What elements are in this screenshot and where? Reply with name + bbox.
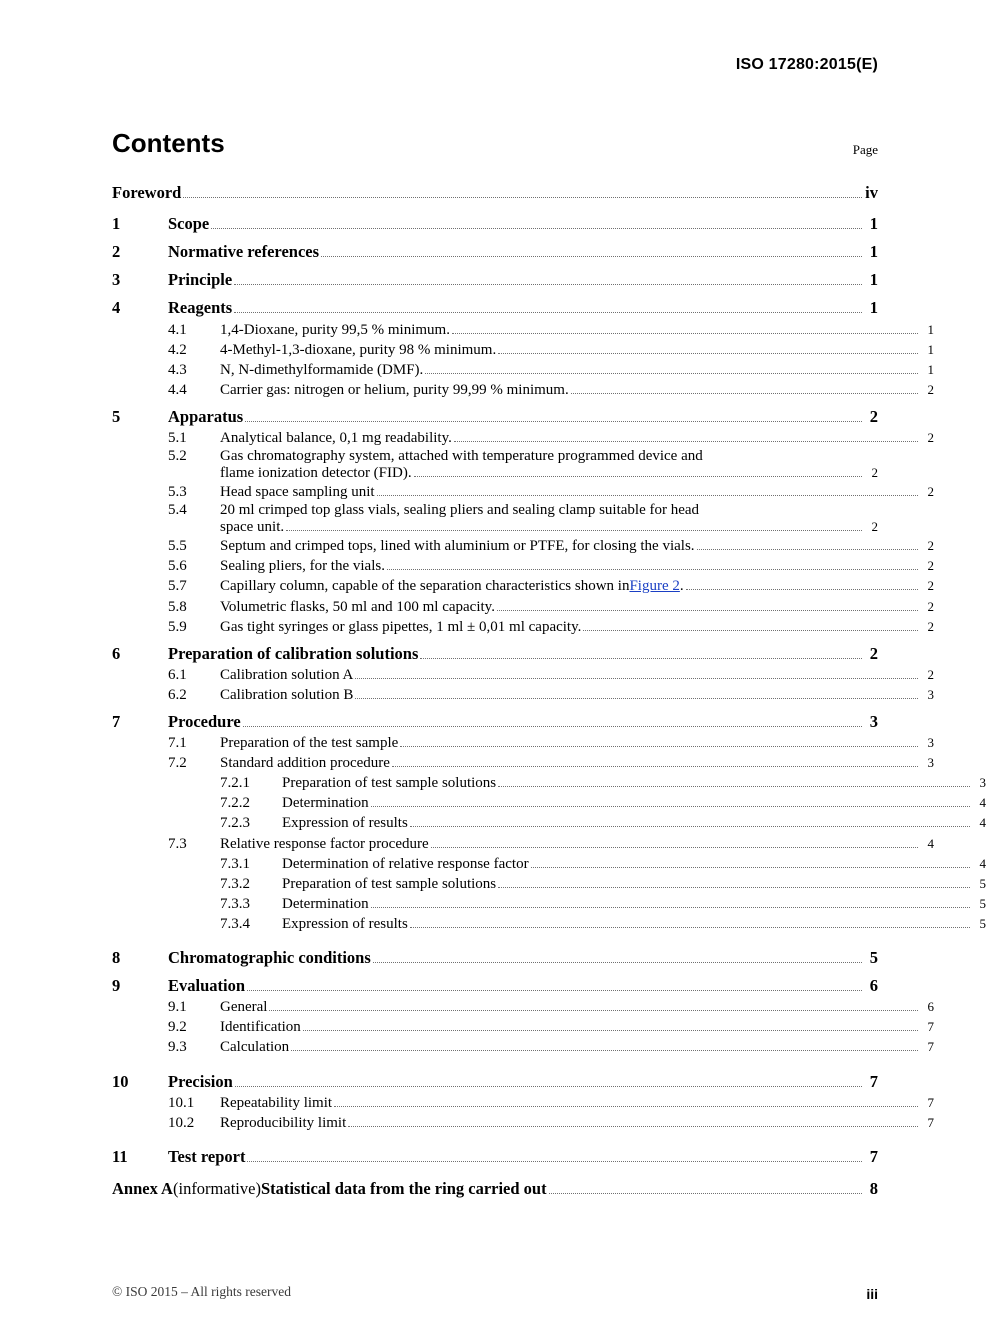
toc-entry-page: 5 xyxy=(979,915,986,931)
toc-entry-clause-5-2[interactable] xyxy=(112,448,878,482)
toc-entry-clause-6-1[interactable] xyxy=(112,665,934,685)
toc-entry-label: Preparation of test sample solutions xyxy=(282,775,497,792)
toc-entry-label: Analytical balance, 0,1 mg readability. xyxy=(220,430,452,447)
toc-entry-label: 1,4-Dioxane, purity 99,5 % minimum. xyxy=(220,321,450,338)
dot-leader xyxy=(348,1125,918,1127)
toc-entry-page: 2 xyxy=(927,618,934,634)
toc-entry-number: 9.1 xyxy=(168,999,187,1016)
toc-entry-number: 7.3 xyxy=(168,835,187,852)
toc-entry-number: 7 xyxy=(112,711,121,731)
toc-entry-clause-9-2[interactable] xyxy=(112,1017,934,1037)
spacer xyxy=(112,934,878,941)
toc-entry-number: 3 xyxy=(112,270,121,290)
dot-leader xyxy=(334,1105,918,1107)
toc-entry-page: 7 xyxy=(927,1094,934,1110)
dot-leader xyxy=(234,311,862,313)
toc-entry-clause-7-3[interactable] xyxy=(112,834,934,854)
toc-entry-page: 4 xyxy=(927,835,934,851)
dot-leader xyxy=(571,392,918,394)
toc-entry-label: General xyxy=(220,999,268,1016)
toc-entry-label: Identification xyxy=(220,1019,301,1036)
toc-entry-label-continued: space unit. xyxy=(220,519,285,536)
toc-entry-clause-7-3-4[interactable] xyxy=(112,914,986,934)
dot-leader xyxy=(531,866,970,868)
toc-entry-number: 6.2 xyxy=(168,686,187,703)
standard-reference-header: ISO 17280:2015(E) xyxy=(735,56,878,73)
dot-leader xyxy=(410,825,970,827)
toc-entry-page: 1 xyxy=(869,270,878,290)
toc-entry-number: 9 xyxy=(112,976,121,996)
toc-entry-page: 2 xyxy=(869,643,878,663)
toc-entry-page: 5 xyxy=(869,948,878,968)
toc-entry-page: 2 xyxy=(927,484,934,500)
toc-entry-clause-7-2-1[interactable] xyxy=(112,773,986,793)
toc-entry-label: Sealing pliers, for the vials. xyxy=(220,558,385,575)
toc-entry-number: 5.3 xyxy=(168,484,187,501)
toc-entry-clause-4-4[interactable] xyxy=(112,380,934,400)
toc-entry-label: Capillary column, capable of the separation characteristics shown in xyxy=(220,578,630,595)
toc-entry-label: Chromatographic conditions xyxy=(168,948,371,968)
toc-entry-number: 7.3.3 xyxy=(220,895,250,912)
toc-entry-label: Preparation of test sample solutions xyxy=(282,875,497,892)
toc-entry-number: 5.2 xyxy=(168,448,187,465)
toc-entry-number: 5.9 xyxy=(168,618,187,635)
figure-2-link[interactable]: Figure 2 xyxy=(629,578,680,595)
toc-entry-number: 10 xyxy=(112,1071,129,1091)
toc-entry-label: Foreword xyxy=(112,183,182,202)
toc-entry-number: 10.1 xyxy=(168,1094,195,1111)
toc-entry-number: 7.2.3 xyxy=(220,815,250,832)
toc-entry-page: 6 xyxy=(927,999,934,1015)
toc-entry-clause-10[interactable] xyxy=(112,1071,878,1093)
dot-leader xyxy=(291,1049,918,1051)
toc-entry-label: Precision xyxy=(168,1071,233,1091)
toc-entry-number: 8 xyxy=(112,948,121,968)
toc-entry-label: Determination xyxy=(282,895,369,912)
toc-entry-label: Volumetric flasks, 50 ml and 100 ml capacity. xyxy=(220,598,495,615)
toc-entry-page: 2 xyxy=(871,519,878,535)
toc-entry-page: 4 xyxy=(979,855,986,871)
toc-entry-clause-7-2[interactable] xyxy=(112,753,934,773)
toc-entry-number: 9.3 xyxy=(168,1039,187,1056)
dot-leader xyxy=(247,1160,862,1162)
toc-entry-page: 1 xyxy=(927,361,934,377)
dot-leader xyxy=(234,283,862,285)
toc-entry-label: Repeatability limit xyxy=(220,1094,333,1111)
toc-entry-label: Calibration solution A xyxy=(220,666,354,683)
dot-leader xyxy=(211,227,862,229)
dot-leader xyxy=(549,1192,862,1194)
toc-entry-label: N, N-dimethylformamide (DMF). xyxy=(220,361,424,378)
toc-entry-page: 1 xyxy=(869,214,878,234)
toc-entry-page: 7 xyxy=(927,1039,934,1055)
toc-entry-label: Scope xyxy=(168,214,210,234)
toc-entry-label: Carrier gas: nitrogen or helium, purity 99,99 % minimum. xyxy=(220,381,569,398)
page-column-label: Page xyxy=(852,142,878,157)
dot-leader xyxy=(392,765,918,767)
dot-leader xyxy=(425,372,918,374)
toc-entry-clause-5-1[interactable] xyxy=(112,428,934,448)
toc-entry-number: 4.4 xyxy=(168,381,187,398)
dot-leader xyxy=(400,745,918,747)
toc-entry-page: 2 xyxy=(927,538,934,554)
toc-entry-page: 3 xyxy=(979,775,986,791)
toc-entry-page: 3 xyxy=(927,755,934,771)
annex-qualifier: (informative) xyxy=(172,1178,261,1198)
toc-entry-clause-5-5[interactable] xyxy=(112,536,934,556)
toc-entry-number: 4.2 xyxy=(168,341,187,358)
toc-entry-label: Normative references xyxy=(168,242,320,262)
toc-entry-clause-7-3-2[interactable] xyxy=(112,874,986,894)
toc-entry-clause-10-2[interactable] xyxy=(112,1113,934,1133)
dot-leader xyxy=(286,529,862,531)
toc-entry-page: 2 xyxy=(927,666,934,682)
toc-entry-page: 1 xyxy=(927,321,934,337)
toc-entry-label: Relative response factor procedure xyxy=(220,835,429,852)
toc-entry-label: Preparation of calibration solutions xyxy=(168,643,419,663)
toc-entry-clause-5-7[interactable] xyxy=(112,576,934,596)
toc-entry-label: Determination of relative response factor xyxy=(282,855,529,872)
dot-leader xyxy=(686,588,918,590)
toc-entry-label: Evaluation xyxy=(168,976,246,996)
toc-entry-number: 5 xyxy=(112,406,121,426)
toc-entry-page: 1 xyxy=(869,298,878,318)
annex-label: Annex A xyxy=(112,1178,173,1198)
dot-leader xyxy=(498,785,970,787)
toc-entry-number: 7.3.4 xyxy=(220,915,250,932)
toc-entry-number: 1 xyxy=(112,214,121,234)
toc-entry-number: 5.5 xyxy=(168,538,187,555)
spacer xyxy=(112,1058,878,1065)
toc-entry-number: 9.2 xyxy=(168,1019,187,1036)
toc-entry-page: 8 xyxy=(869,1178,878,1198)
toc-entry-clause-6-2[interactable] xyxy=(112,685,934,705)
toc-entry-clause-8[interactable] xyxy=(112,947,878,969)
toc-entry-number: 2 xyxy=(112,242,121,262)
toc-entry-clause-5-8[interactable] xyxy=(112,597,934,617)
toc-entry-number: 4 xyxy=(112,298,121,318)
toc-entry-clause-5-4[interactable] xyxy=(112,502,878,536)
toc-entry-clause-4-2[interactable] xyxy=(112,340,934,360)
dot-leader xyxy=(245,420,862,422)
dot-leader xyxy=(454,440,918,442)
toc-entry-page: 2 xyxy=(927,381,934,397)
toc-entry-label: Head space sampling unit xyxy=(220,484,375,501)
toc-entry-page: 4 xyxy=(979,795,986,811)
toc-entry-label-suffix: . xyxy=(679,578,684,595)
dot-leader xyxy=(355,677,918,679)
toc-entry-clause-4[interactable] xyxy=(112,297,878,319)
toc-entry-page: 1 xyxy=(927,341,934,357)
toc-entry-clause-5-9[interactable] xyxy=(112,617,934,637)
toc-entry-label: Determination xyxy=(282,795,369,812)
toc-entry-label: Standard addition procedure xyxy=(220,755,390,772)
toc-entry-number: 4.1 xyxy=(168,321,187,338)
toc-entry-clause-5[interactable] xyxy=(112,406,878,428)
toc-entry-number: 7.3.1 xyxy=(220,855,250,872)
toc-entry-page: 5 xyxy=(979,895,986,911)
toc-entry-number: 7.3.2 xyxy=(220,875,250,892)
toc-entry-page: 7 xyxy=(927,1114,934,1130)
toc-entry-page: 7 xyxy=(869,1071,878,1091)
table-of-contents xyxy=(112,182,986,1209)
dot-leader xyxy=(247,989,862,991)
toc-entry-label: Gas chromatography system, attached with temperature programmed device and xyxy=(220,448,703,465)
spacer xyxy=(112,1133,878,1140)
toc-entry-label: Principle xyxy=(168,270,233,290)
toc-entry-label: 4-Methyl-1,3-dioxane, purity 98 % minimum. xyxy=(220,341,497,358)
toc-entry-number: 11 xyxy=(112,1146,128,1166)
toc-entry-label: Reproducibility limit xyxy=(220,1114,347,1131)
dot-leader xyxy=(498,886,970,888)
dot-leader xyxy=(269,1009,918,1011)
dot-leader xyxy=(697,548,918,550)
toc-entry-page: 7 xyxy=(869,1146,878,1166)
toc-entry-page: 2 xyxy=(927,430,934,446)
dot-leader xyxy=(377,494,918,496)
toc-entry-clause-7-3-3[interactable] xyxy=(112,894,986,914)
dot-leader xyxy=(371,805,970,807)
toc-entry-label: Calculation xyxy=(220,1039,290,1056)
dot-leader xyxy=(371,906,970,908)
toc-entry-number: 6 xyxy=(112,643,121,663)
toc-entry-page: 7 xyxy=(927,1019,934,1035)
toc-entry-number: 7.2.1 xyxy=(220,775,250,792)
toc-entry-number: 4.3 xyxy=(168,361,187,378)
dot-leader xyxy=(243,725,862,727)
toc-entry-clause-7[interactable] xyxy=(112,711,878,733)
toc-entry-label: Calibration solution B xyxy=(220,686,354,703)
toc-entry-label: Gas tight syringes or glass pipettes, 1 ml ± 0,01 ml capacity. xyxy=(220,618,582,635)
toc-entry-annex-a[interactable] xyxy=(112,1178,878,1200)
toc-entry-page: 1 xyxy=(869,242,878,262)
toc-entry-clause-7-3-1[interactable] xyxy=(112,854,986,874)
toc-entry-label: Reagents xyxy=(168,298,233,318)
page-title: Contents xyxy=(112,128,225,158)
toc-entry-clause-3[interactable] xyxy=(112,269,878,291)
toc-entry-label-continued: flame ionization detector (FID). xyxy=(220,465,412,482)
toc-entry-clause-7-2-2[interactable] xyxy=(112,793,986,813)
toc-entry-page: 2 xyxy=(869,406,878,426)
copyright-footer: © ISO 2015 – All rights reserved xyxy=(112,1284,291,1299)
toc-entry-label: Apparatus xyxy=(168,406,244,426)
dot-leader xyxy=(414,475,862,477)
toc-entry-number: 5.6 xyxy=(168,558,187,575)
toc-entry-clause-5-3[interactable] xyxy=(112,482,934,502)
dot-leader xyxy=(183,196,862,198)
toc-entry-clause-1[interactable] xyxy=(112,213,878,235)
toc-entry-clause-9-1[interactable] xyxy=(112,997,934,1017)
toc-entry-page: 3 xyxy=(869,711,878,731)
toc-entry-clause-9-3[interactable] xyxy=(112,1037,934,1057)
toc-entry-clause-4-1[interactable] xyxy=(112,320,934,340)
dot-leader xyxy=(303,1029,918,1031)
dot-leader xyxy=(452,332,918,334)
toc-entry-number: 5.8 xyxy=(168,598,187,615)
toc-entry-clause-10-1[interactable] xyxy=(112,1093,934,1113)
toc-entry-number: 7.2 xyxy=(168,755,187,772)
toc-entry-clause-2[interactable] xyxy=(112,241,878,263)
dot-leader xyxy=(373,961,862,963)
dot-leader xyxy=(497,609,918,611)
toc-entry-foreword[interactable] xyxy=(112,182,878,204)
toc-entry-number: 7.1 xyxy=(168,735,187,752)
dot-leader xyxy=(410,926,970,928)
toc-entry-page: 2 xyxy=(927,578,934,594)
toc-entry-page: 6 xyxy=(869,976,878,996)
toc-entry-number: 5.4 xyxy=(168,502,187,519)
toc-entry-label: Expression of results xyxy=(282,915,408,932)
toc-entry-number: 10.2 xyxy=(168,1114,195,1131)
toc-entry-clause-11[interactable] xyxy=(112,1146,878,1168)
toc-entry-page: 3 xyxy=(927,686,934,702)
toc-entry-clause-7-1[interactable] xyxy=(112,733,934,753)
toc-entry-page: 3 xyxy=(927,735,934,751)
toc-entry-page: 2 xyxy=(871,465,878,481)
dot-leader xyxy=(235,1085,862,1087)
dot-leader xyxy=(420,657,862,659)
toc-entry-clause-6[interactable] xyxy=(112,643,878,665)
toc-entry-clause-5-6[interactable] xyxy=(112,556,934,576)
toc-entry-label: Preparation of the test sample xyxy=(220,735,399,752)
toc-entry-page: 5 xyxy=(979,875,986,891)
toc-entry-label: 20 ml crimped top glass vials, sealing pliers and sealing clamp suitable for head xyxy=(220,502,700,519)
toc-entry-number: 5.7 xyxy=(168,578,187,595)
toc-entry-label: Septum and crimped tops, lined with aluminium or PTFE, for closing the vials. xyxy=(220,538,695,555)
toc-entry-label: Expression of results xyxy=(282,815,408,832)
dot-leader xyxy=(387,568,918,570)
toc-entry-label: Test report xyxy=(168,1146,246,1166)
toc-entry-number: 6.1 xyxy=(168,666,187,683)
annex-title: Statistical data from the ring carried out xyxy=(260,1178,547,1198)
dot-leader xyxy=(355,697,918,699)
toc-entry-page: 2 xyxy=(927,598,934,614)
toc-entry-clause-4-3[interactable] xyxy=(112,360,934,380)
toc-entry-page: 4 xyxy=(979,815,986,831)
toc-entry-clause-9[interactable] xyxy=(112,975,878,997)
toc-entry-label: Procedure xyxy=(168,711,241,731)
toc-entry-number: 7.2.2 xyxy=(220,795,250,812)
dot-leader xyxy=(498,352,918,354)
dot-leader xyxy=(321,255,862,257)
toc-entry-page: iv xyxy=(865,183,878,202)
dot-leader xyxy=(431,846,918,848)
toc-entry-page: 2 xyxy=(927,558,934,574)
toc-entry-number: 5.1 xyxy=(168,430,187,447)
toc-entry-clause-7-2-3[interactable] xyxy=(112,813,986,833)
dot-leader xyxy=(583,629,918,631)
page-number-footer: iii xyxy=(866,1286,878,1302)
